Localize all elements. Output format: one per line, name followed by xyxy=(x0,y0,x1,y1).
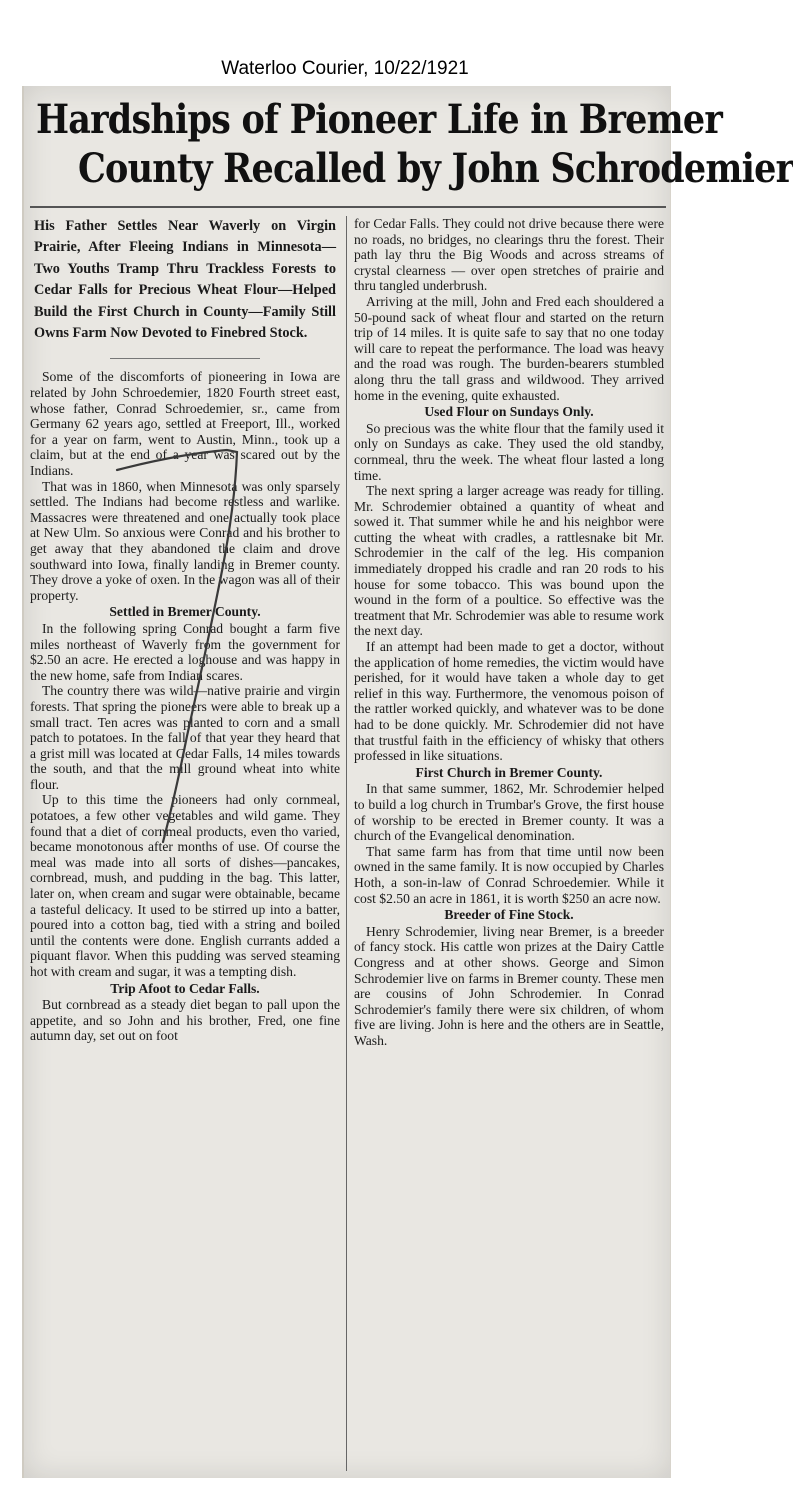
left-column xyxy=(30,216,340,1044)
headline-line-2: County Recalled by John Schrodemier xyxy=(78,145,793,193)
paragraph: So precious was the white flour that the family used it only on Sundays as cake. They used the old standby, cornmeal, thru the week. The wheat flour lasted a long time. xyxy=(354,420,664,483)
headline-rule xyxy=(30,206,666,208)
subheading: Used Flour on Sundays Only. xyxy=(424,404,594,420)
paragraph: But cornbread as a steady diet began to pall upon the appetite, and so John and his brother, Fred, one fine autumn day, set out on foot xyxy=(30,997,340,1044)
paragraph: In that same summer, 1862, Mr. Schrodemier helped to build a log church in Trumbar's Grove, the first house of worship to be erected in Bremer county. It was a church of the Evangelical denomination. xyxy=(354,781,664,844)
paragraph: In the following spring Conrad bought a farm five miles northeast of Waverly from the government for $2.50 an acre. He erected a loghouse and was happy in the new home, safe from Indian scares. xyxy=(30,620,340,683)
paragraph: Some of the discomforts of pioneering in Iowa are related by John Schroedemier, 1820 Fourth street east, whose father, Conrad Schroedemier, sr., came from Germany 62 years ago, settled at Freeport, Ill., worked for a year on farm, went to Austin, Minn., took up a claim, but at the end of a year was scared out by the Indians. xyxy=(30,369,340,478)
article-deck: His Father Settles Near Waverly on Virgin Prairie, After Fleeing Indians in Minnesota—Two Youths Tramp Thru Trackless Forests to Cedar Falls for Precious Wheat Flour—Helped Build the First Church in County—Family Still Owns Farm Now Devoted to Finebred Stock. xyxy=(34,218,336,342)
paragraph: Henry Schrodemier, living near Bremer, is a breeder of fancy stock. His cattle won prizes at the Dairy Cattle Congress and at other shows. George and Simon Schrodemier live on farms in Bremer county. These men are cousins of John Schrodemier. In Conrad Schrodemier's family there were six children, of whom five are living. John is here and the others are in Seattle, Wash. xyxy=(354,923,664,1048)
subheading: First Church in Bremer County. xyxy=(415,764,603,780)
subheading: Trip Afoot to Cedar Falls. xyxy=(110,980,260,996)
paragraph: Arriving at the mill, John and Fred each shouldered a 50-pound sack of wheat flour and started on the return trip of 14 miles. It is quite safe to say that no one today will care to repeat the performance. The load was heavy and the road was rough. The burden-bearers stumbled along thru the tall grass and wildwood. They arrived home in the evening, quite exhausted. xyxy=(354,293,664,403)
paragraph: Up to this time the pioneers had only cornmeal, potatoes, a few other vegetables and wild game. They found that a diet of cornmeal products, even tho varied, became monotonous after months of use. Of course the meal was made into all sorts of dishes—pancakes, cornbread, mush, and pudding in the bag. This latter, later on, when cream and sugar were obtainable, became a tasteful delicacy. It used to be stirred up into a batter, poured into a cotton bag, tied with a string and boiled until the contents were done. English currants added a piquant flavor. When this pudding was served steaming hot with cream and sugar, it was a tempting dish. xyxy=(30,792,340,979)
paragraph: for Cedar Falls. They could not drive because there were no roads, no bridges, no clearings thru the forest. Their path lay thru the Big Woods and across streams of crystal clearness — over open stretches of prairie and thru tangled underbrush. xyxy=(354,216,664,294)
paragraph: That same farm has from that time until now been owned in the same family. It is now occupied by Charles Hoth, a son-in-law of Conrad Schroedemier. While it cost $2.50 an acre in 1861, it is worth $250 an acre now. xyxy=(354,843,664,906)
column-divider xyxy=(346,216,347,1471)
deck-separator xyxy=(110,358,260,359)
newspaper-clipping xyxy=(22,86,793,1478)
subheading: Settled in Bremer County. xyxy=(109,604,261,620)
right-column xyxy=(354,216,664,1048)
paragraph: The country there was wild—native prairie and virgin forests. That spring the pioneers were able to break up a small tract. Ten acres was planted to corn and a small patch to potatoes. In the fall of that year they heard that a grist mill was located at Cedar Falls, 14 miles towards the south, and that the mill ground wheat into white flour. xyxy=(30,683,340,792)
source-caption: Waterloo Courier, 10/22/1921 xyxy=(221,58,469,79)
paragraph: That was in 1860, when Minnesota was only sparsely settled. The Indians had become restless and warlike. Massacres were threatened and one actually took place at New Ulm. So anxious were Conrad and his brother to get away that they abandoned the claim and drove southward into Iowa, finally landing in Bremer county. They drove a yoke of oxen. In the wagon was all of their property. xyxy=(30,478,340,603)
paragraph: If an attempt had been made to get a doctor, without the application of home remedies, the victim would have perished, for it would have taken a whole day to get relief in this way. Furthermore, the venomous poison of the rattler worked quickly, and whatever was to be done had to be done quickly. Mr. Schrodemier did not have that trustful faith in the efficiency of whisky that others professed in like situations. xyxy=(354,639,664,764)
paragraph: The next spring a larger acreage was ready for tilling. Mr. Schrodemier obtained a quantity of wheat and sowed it. That summer while he and his neighbor were cutting the wheat with cradles, a rattlesnake bit Mr. Schrodemier in the calf of the leg. His companion immediately dropped his cradle and ran 20 rods to his house for some tobacco. This was bound upon the wound in the form of a poultice. So effective was the treatment that Mr. Schrodemier was able to resume work the next day. xyxy=(354,483,664,639)
subheading: Breeder of Fine Stock. xyxy=(444,907,574,923)
headline-line-1: Hardships of Pioneer Life in Bremer xyxy=(36,96,722,144)
article-headline xyxy=(36,96,793,193)
